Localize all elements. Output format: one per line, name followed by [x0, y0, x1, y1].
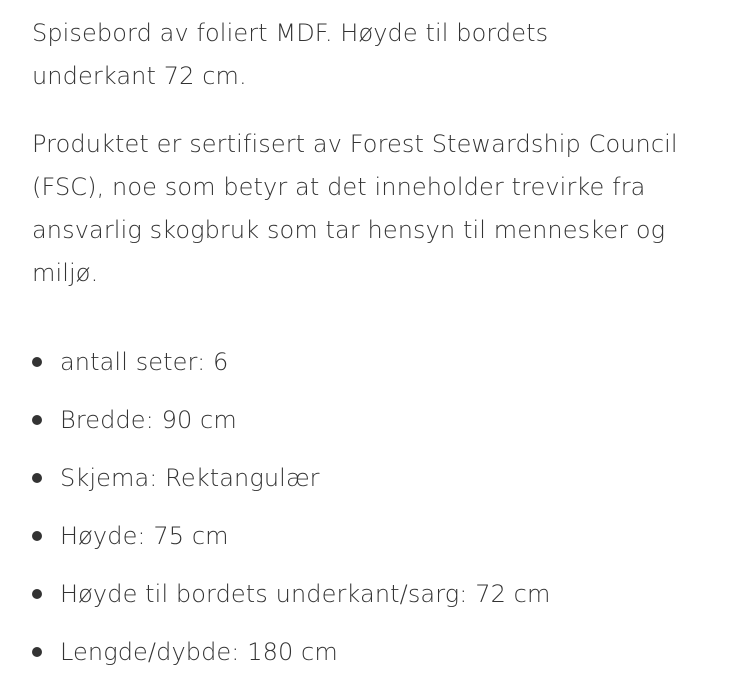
- spec-item-underside-height: [32, 574, 550, 614]
- text-line: Produktet er sertifisert av Forest Stewardship Council: [32, 130, 678, 158]
- spec-text: antall seter: 6: [60, 348, 229, 376]
- spec-text: Bredde: 90 cm: [60, 406, 237, 434]
- spec-item-seats: [32, 342, 228, 382]
- bullet-icon: [32, 473, 42, 483]
- bullet-icon: [32, 415, 42, 425]
- spec-item-height: [32, 516, 229, 556]
- spec-item-width: [32, 400, 237, 440]
- text-line: (FSC), noe som betyr at det inneholder trevirke fra: [32, 173, 646, 201]
- description-paragraph-1: [32, 12, 548, 98]
- bullet-icon: [32, 357, 42, 367]
- text-line: Spisebord av foliert MDF. Høyde til bordets: [32, 19, 549, 47]
- spec-text: Lengde/dybde: 180 cm: [60, 638, 338, 666]
- text-line: underkant 72 cm.: [32, 62, 247, 90]
- spec-text: Høyde: 75 cm: [60, 522, 229, 550]
- text-line: ansvarlig skogbruk som tar hensyn til mennesker og: [32, 216, 666, 244]
- text-line: miljø.: [32, 259, 99, 287]
- spec-text: Høyde til bordets underkant/sarg: 72 cm: [60, 580, 551, 608]
- spec-item-shape: [32, 458, 320, 498]
- bullet-icon: [32, 647, 42, 657]
- spec-text: Skjema: Rektangulær: [60, 464, 320, 492]
- description-paragraph-2: [32, 123, 678, 295]
- bullet-icon: [32, 531, 42, 541]
- spec-item-length: [32, 632, 338, 672]
- bullet-icon: [32, 589, 42, 599]
